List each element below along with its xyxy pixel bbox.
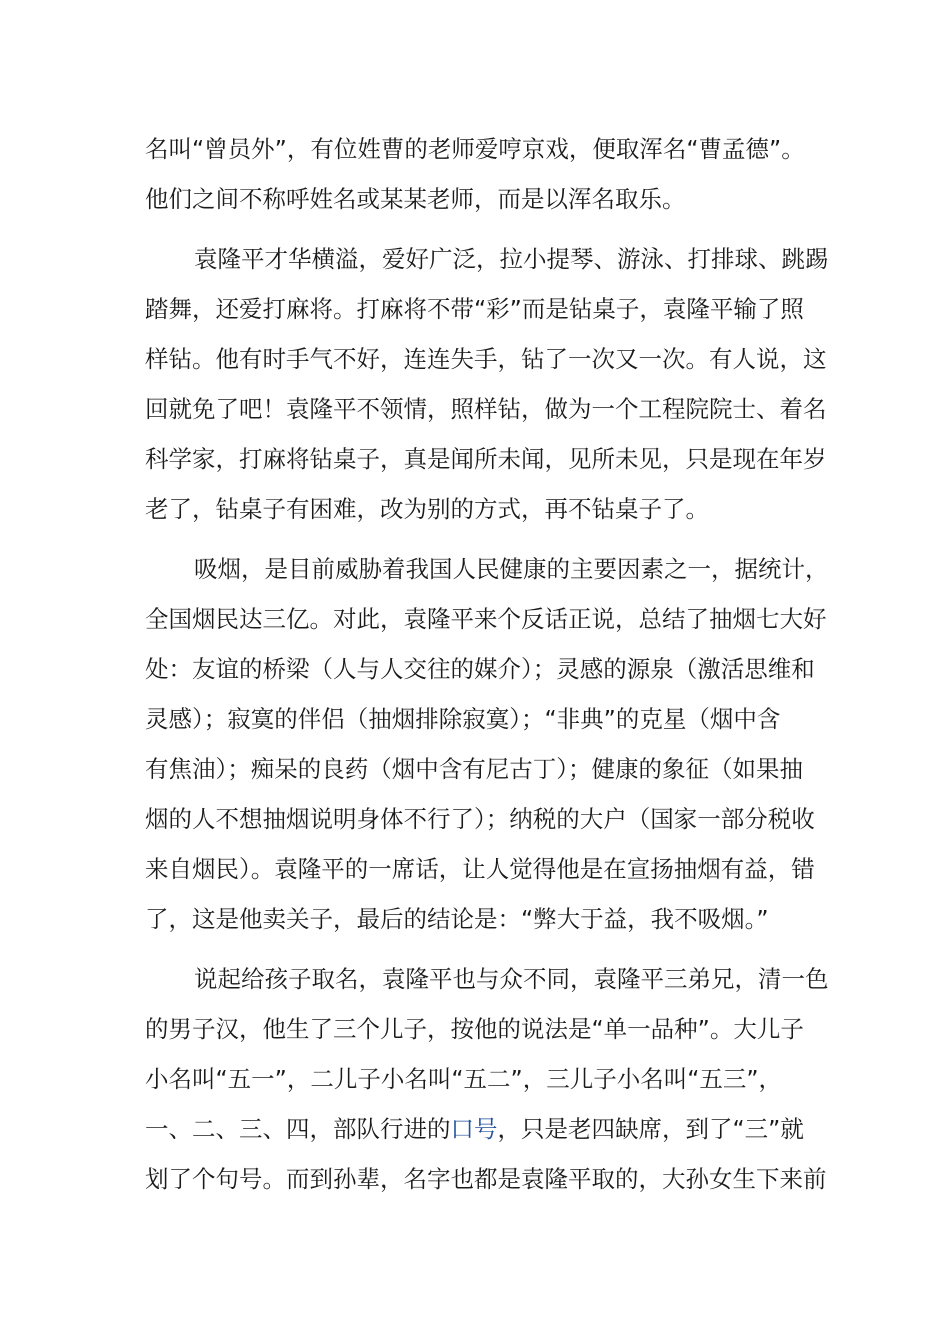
text-line: 烟的人不想抽烟说明身体不行了）；纳税的大户（国家一部分税收	[145, 805, 815, 833]
text-line: 小名叫“五一”，二儿子小名叫“五二”，三儿子小名叫“五三”，	[145, 1065, 783, 1093]
text-line: 灵感）；寂寞的伴侣（抽烟排除寂寞）；“非典”的克星（烟中含	[145, 705, 781, 733]
text-line: 科学家，打麻将钻桌子，真是闻所未闻，见所未见，只是现在年岁	[145, 445, 827, 473]
text-line: 处：友谊的桥梁（人与人交往的媒介）；灵感的源泉（激活思维和	[145, 655, 815, 683]
text-line: 样钻。他有时手气不好，连连失手，钻了一次又一次。有人说，这	[145, 345, 827, 373]
text-line-with-link	[145, 1113, 805, 1145]
paragraph-start-line: 吸烟，是目前威胁着我国人民健康的主要因素之一，据统计，	[194, 555, 829, 583]
hyperlink-kouhao[interactable]: 口号	[450, 1115, 498, 1143]
text-line: 划了个句号。而到孙辈，名字也都是袁隆平取的，大孙女生下来前	[145, 1165, 827, 1193]
text-line: 的男子汉，他生了三个儿子，按他的说法是“单一品种”。大儿子	[145, 1015, 804, 1043]
paragraph-start-line: 说起给孩子取名，袁隆平也与众不同，袁隆平三弟兄，清一色	[194, 965, 829, 993]
text-line: 了，这是他卖关子，最后的结论是：“弊大于益，我不吸烟。”	[145, 905, 769, 933]
paragraph-start-line: 袁隆平才华横溢，爱好广泛，拉小提琴、游泳、打排球、跳踢	[194, 245, 829, 273]
text-segment: ，只是老四缺席，到了“三”就	[497, 1115, 804, 1143]
text-line: 他们之间不称呼姓名或某某老师，而是以浑名取乐。	[145, 185, 686, 213]
text-line: 来自烟民）。袁隆平的一席话，让人觉得他是在宣扬抽烟有益，错	[145, 855, 815, 883]
text-line: 老了，钻桌子有困难，改为别的方式，再不钻桌子了。	[145, 495, 709, 523]
text-segment: 一、二、三、四，部队行进的	[145, 1115, 451, 1143]
text-line: 回就免了吧！袁隆平不领情，照样钻，做为一个工程院院士、着名	[145, 395, 827, 423]
text-line: 有焦油）；痴呆的良药（烟中含有尼古丁）；健康的象征（如果抽	[145, 755, 803, 783]
text-line: 名叫“曾员外”，有位姓曹的老师爱哼京戏，便取浑名“曹孟德”。	[145, 135, 805, 163]
text-line: 全国烟民达三亿。对此，袁隆平来个反话正说，总结了抽烟七大好	[145, 605, 827, 633]
text-line: 踏舞，还爱打麻将。打麻将不带“彩”而是钻桌子，袁隆平输了照	[145, 295, 804, 323]
